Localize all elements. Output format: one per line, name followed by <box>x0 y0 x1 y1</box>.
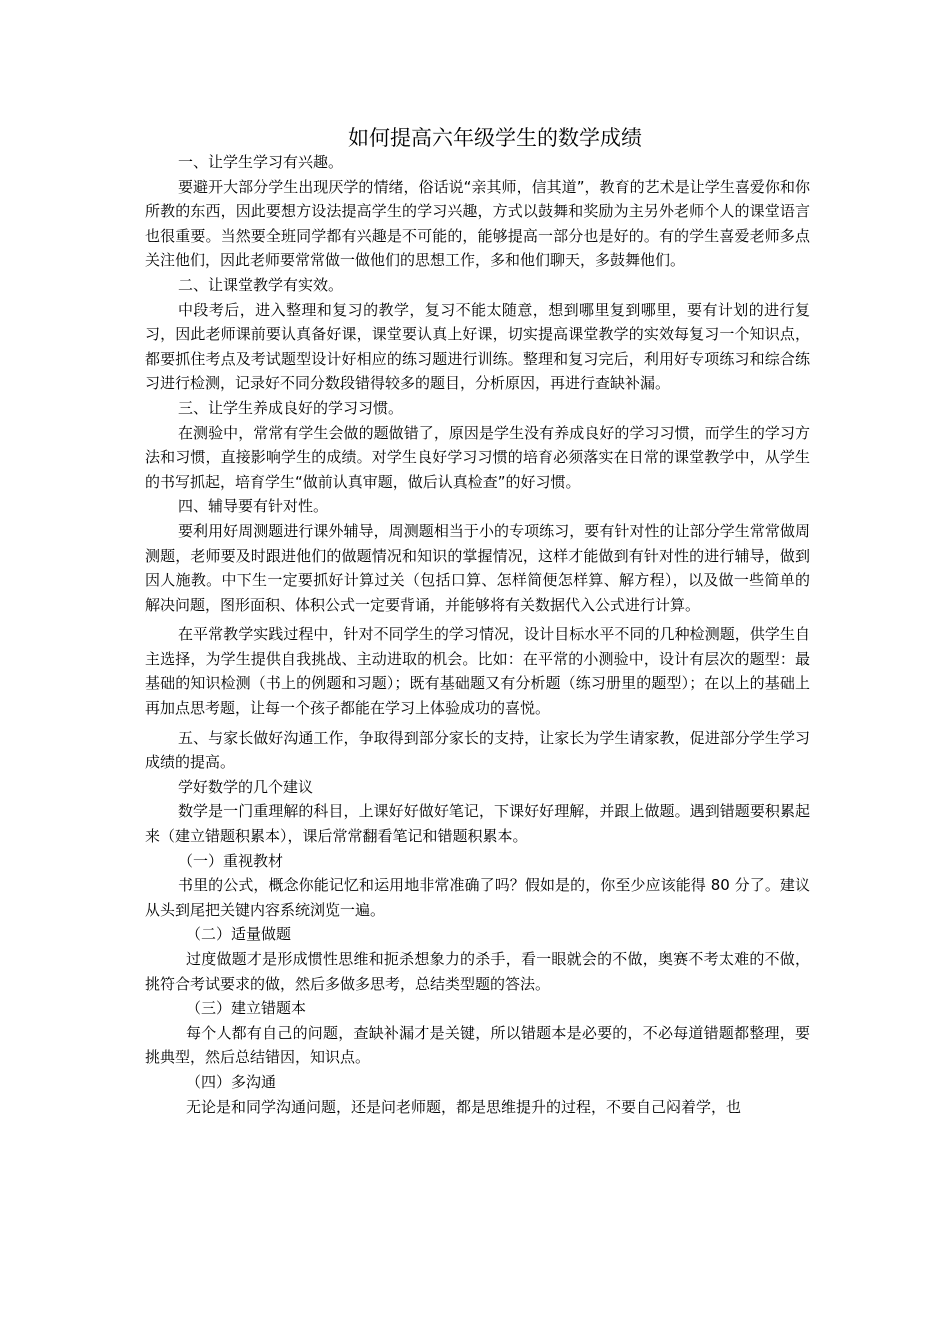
paragraph: 要利用好周测题进行课外辅导，周测题相当于小的专项练习，要有针对性的让部分学生常常做周测题，老师要及时跟进他们的做题情况和知识的掌握情况，这样才能做到有针对性的进行辅导，做到因人施教。中下生一定要抓好计算过关（包括口算、怎样简便怎样算、解方程），以及做一些简单的解决问题，图形面积、体积公式一定要背诵，并能够将有关数据代入公式进行计算。 <box>145 521 810 614</box>
paragraph: 中段考后，进入整理和复习的教学，复习不能太随意，想到哪里复到哪里，要有计划的进行复习，因此老师课前要认真备好课，课堂要认真上好课，切实提高课堂教学的实效每复习一个知识点，都要抓住考点及考试题型设计好相应的练习题进行训练。整理和复习完后，利用好专项练习和综合练习进行检测，记录好不同分数段错得较多的题目，分析原因，再进行查缺补漏。 <box>145 300 810 393</box>
document-title: 如何提高六年级学生的数学成绩 <box>348 126 642 150</box>
suggestion-heading-3: （三）建立错题本 <box>186 999 307 1018</box>
section-heading-5: 五、与家长做好沟通工作，争取得到部分家长的支持，让家长为学生请家教，促进部分学生学习成绩的提高。 <box>145 728 810 772</box>
paragraph: 在测验中，常常有学生会做的题做错了，原因是学生没有养成良好的学习习惯，而学生的学习方法和习惯，直接影响学生的成绩。对学生良好学习习惯的培育必须落实在日常的课堂教学中，从学生的书写抓起，培育学生“做前认真审题，做后认真检查”的好习惯。 <box>145 423 810 491</box>
suggestion-heading-1: （一）重视教材 <box>178 851 284 870</box>
suggestion-heading-4: （四）多沟通 <box>186 1072 277 1091</box>
paragraph: 数学是一门重理解的科目，上课好好做好笔记，下课好好理解，并跟上做题。遇到错题要积累起来（建立错题积累本），课后常常翻看笔记和错题积累本。 <box>145 802 810 846</box>
paragraph: 书里的公式，概念你能记忆和运用地非常准确了吗？假如是的，你至少应该能得 80 分了。建议从头到尾把关键内容系统浏览一遍。 <box>145 876 810 919</box>
document-body <box>145 150 810 1119</box>
subtitle-suggestions: 学好数学的几个建议 <box>178 777 314 796</box>
paragraph: 无论是和同学沟通问题，还是问老师题，都是思维提升的过程，不要自己闷着学，也 <box>186 1097 742 1116</box>
section-heading-3: 三、让学生养成良好的学习习惯。 <box>178 398 404 417</box>
paragraph: 过度做题才是形成惯性思维和扼杀想象力的杀手，看一眼就会的不做，奥赛不考太难的不做，挑符合考试要求的做，然后多做多思考，总结类型题的答法。 <box>145 950 810 993</box>
section-heading-1: 一、让学生学习有兴趣。 <box>178 153 344 171</box>
paragraph: 在平常教学实践过程中，针对不同学生的学习情况，设计目标水平不同的几种检测题，供学生自主选择，为学生提供自我挑战、主动进取的机会。比如：在平常的小测验中，设计有层次的题型：最基础的知识检测（书上的例题和习题）；既有基础题又有分析题（练习册里的题型）；在以上的基础上再加点思考题，让每一个孩子都能在学习上体验成功的喜悦。 <box>145 625 810 718</box>
suggestion-heading-2: （二）适量做题 <box>186 925 292 944</box>
paragraph: 要避开大部分学生出现厌学的情绪，俗话说“亲其师，信其道”，教育的艺术是让学生喜爱你和你所教的东西，因此要想方设法提高学生的学习兴趣，方式以鼓舞和奖励为主另外老师个人的课堂语言也很重要。当然要全班同学都有兴趣是不可能的，能够提高一部分也是好的。有的学生喜爱老师多点关注他们，因此老师要常常做一做他们的思想工作，多和他们聊天，多鼓舞他们。 <box>145 177 810 270</box>
section-heading-4: 四、辅导要有针对性。 <box>178 497 329 516</box>
section-heading-2: 二、让课堂教学有实效。 <box>178 275 344 294</box>
paragraph: 每个人都有自己的问题，查缺补漏才是关键，所以错题本是必要的，不必每道错题都整理，要挑典型，然后总结错因，知识点。 <box>145 1023 810 1067</box>
